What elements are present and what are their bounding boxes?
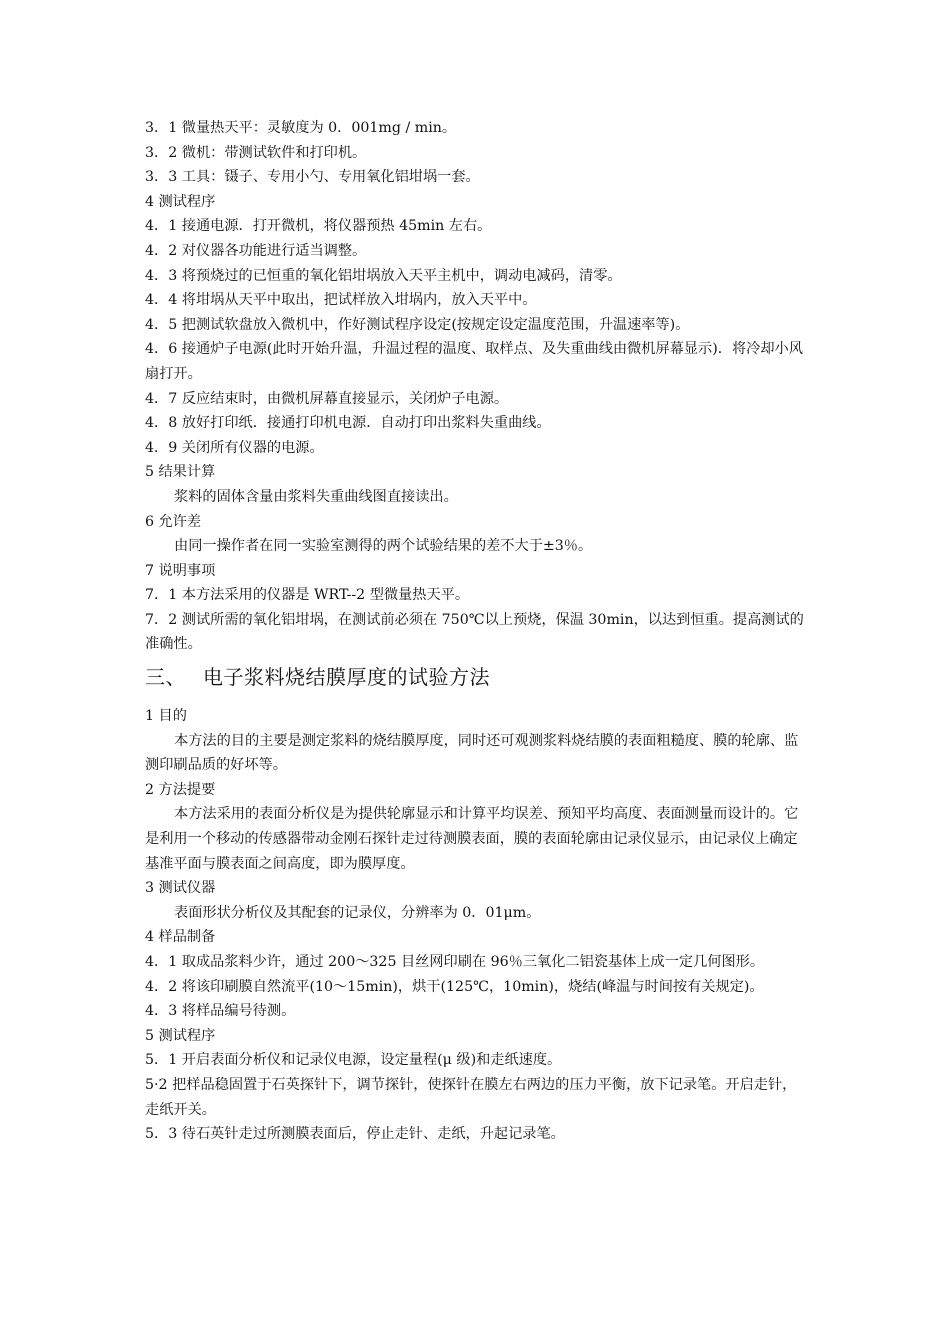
text-line: 4．2 对仪器各功能进行适当调整。 (145, 242, 367, 259)
text-line: 4．6 接通炉子电源(此时开始升温，升温过程的温度、取样点、及失重曲线由微机屏幕显示)．将冷却小风扇打开。 (145, 341, 803, 382)
result-paragraph: 浆料的固体含量由浆料失重曲线图直接读出。 (174, 488, 458, 505)
instrument-paragraph: 表面形状分析仪及其配套的记录仪，分辨率为 0．01μm。 (174, 904, 541, 921)
text-line: 4．3 将预烧过的已恒重的氧化铝坩埚放入天平主机中，调动电减码，清零。 (145, 267, 622, 284)
section-number: 三、 (145, 665, 186, 690)
text-line: 3．2 微机：带测试软件和打印机。 (145, 144, 367, 161)
text-line: 3．3 工具：镊子、专用小勺、专用氧化铝坩埚一套。 (145, 169, 480, 186)
text-line: 4．8 放好打印纸．接通打印机电源．自动打印出浆料失重曲线。 (145, 415, 551, 432)
section-title-text: 电子浆料烧结膜厚度的试验方法 (203, 665, 490, 690)
heading-test-procedure-2: 5 测试程序 (145, 1027, 216, 1044)
heading-method: 2 方法提要 (145, 781, 216, 798)
text-line: 5．3 待石英针走过所测膜表面后，停止走针、走纸，升起记录笔。 (145, 1126, 565, 1143)
text-line: 4．4 将坩埚从天平中取出，把试样放入坩埚内，放入天平中。 (145, 292, 537, 309)
document-page (145, 116, 810, 1147)
heading-purpose: 1 目的 (145, 708, 187, 725)
text-line: 4．2 将该印刷膜自然流平(10～15min)，烘干(125℃，10min)，烧结(峰温与时间按有关规定)。 (145, 978, 764, 995)
text-line: 4．1 取成品浆料少许，通过 200～325 目丝网印刷在 96％三氧化二铝瓷基体上成一定几何图形。 (145, 954, 765, 970)
text-line: 4．1 接通电源．打开微机，将仪器预热 45min 左右。 (145, 218, 492, 235)
method-paragraph: 本方法采用的表面分析仪是为提供轮廓显示和计算平均误差、预知平均高度、表面测量而设计的。它是利用一个移动的传感器带动金刚石探针走过待测膜表面，膜的表面轮廓由记录仪显示，由记录仪上确定基准平面与膜表面之间高度，即为膜厚度。 (145, 806, 799, 872)
text-line: 4．3 将样品编号待测。 (145, 1003, 296, 1020)
purpose-paragraph: 本方法的目的主要是测定浆料的烧结膜厚度，同时还可观测浆料烧结膜的表面粗糙度、膜的轮廓、监测印刷品质的好坏等。 (145, 732, 799, 774)
section-title (145, 665, 810, 689)
heading-tolerance: 6 允许差 (145, 513, 202, 530)
heading-sample-prep: 4 样品制备 (145, 929, 216, 946)
text-line: 4．9 关闭所有仪器的电源。 (145, 439, 324, 456)
heading-instrument: 3 测试仪器 (145, 880, 216, 897)
heading-result: 5 结果计算 (145, 464, 216, 481)
note-item: 7．1 本方法采用的仪器是 WRT--2 型微量热天平。 (145, 587, 470, 604)
heading-test-procedure: 4 测试程序 (145, 193, 216, 210)
text-line: 4．5 把测试软盘放入微机中，作好测试程序设定(按规定设定温度范围，升温速率等)。 (145, 316, 690, 333)
heading-notes: 7 说明事项 (145, 562, 216, 579)
text-line: 3．1 微量热天平：灵敏度为 0．001mg / min。 (145, 120, 457, 136)
note-item: 7．2 测试所需的氧化铝坩埚，在测试前必须在 750℃以上预烧，保温 30min，以达到恒重。提高测试的准确性。 (145, 611, 804, 653)
tolerance-paragraph: 由同一操作者在同一实验室测得的两个试验结果的差不大于±3％。 (174, 538, 593, 555)
text-line: 5．1 开启表面分析仪和记录仪电源，设定量程(μ 级)和走纸速度。 (145, 1052, 562, 1069)
text-line: 5·2 把样品稳固置于石英探针下，调节探针，使探针在膜左右两边的压力平衡，放下记录笔。开启走针，走纸开关。 (145, 1076, 797, 1118)
text-line: 4．7 反应结束时，由微机屏幕直接显示，关闭炉子电源。 (145, 390, 509, 407)
